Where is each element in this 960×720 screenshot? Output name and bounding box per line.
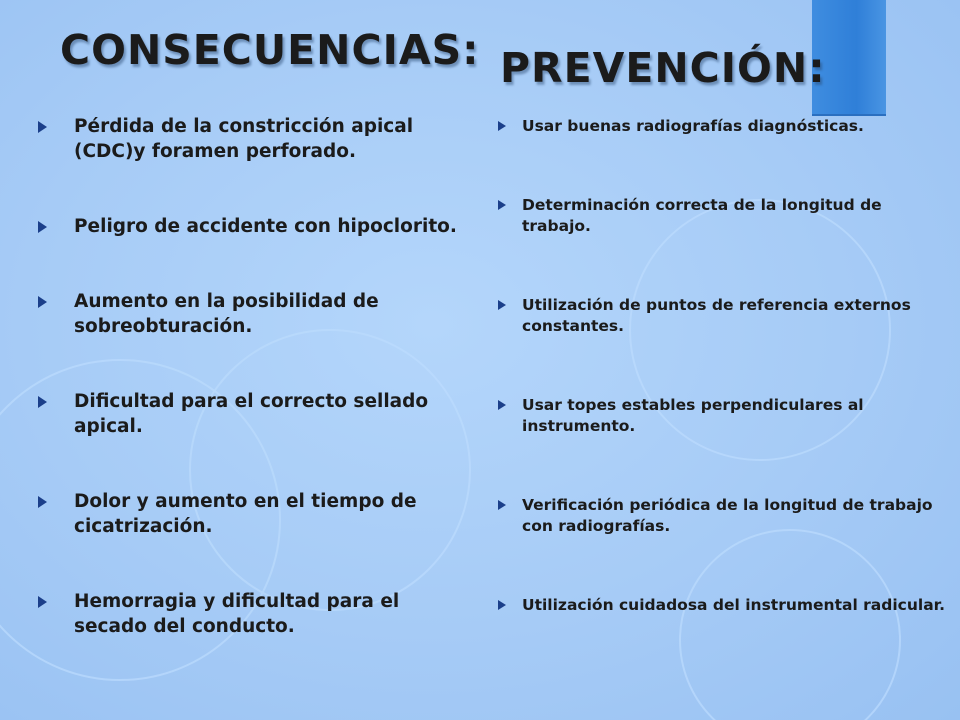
- list-item: [498, 495, 948, 537]
- triangle-right-icon: [38, 221, 47, 233]
- list-item-text: Verificación periódica de la longitud de trabajo con radiografías.: [522, 496, 933, 535]
- prevencion-title: PREVENCIÓN:: [500, 44, 826, 92]
- triangle-right-icon: [498, 500, 506, 510]
- list-item-text: Usar topes estables perpendiculares al instrumento.: [522, 396, 864, 435]
- list-item: [38, 214, 468, 239]
- prevencion-list: [498, 116, 948, 674]
- triangle-right-icon: [38, 396, 47, 408]
- list-item-text: Utilización de puntos de referencia externos constantes.: [522, 296, 911, 335]
- list-item: [498, 595, 948, 616]
- triangle-right-icon: [498, 400, 506, 410]
- list-item-text: Hemorragia y dificultad para el secado del conducto.: [74, 591, 400, 637]
- list-item: [498, 116, 948, 137]
- triangle-right-icon: [38, 296, 47, 308]
- list-item-text: Usar buenas radiografías diagnósticas.: [522, 117, 864, 135]
- list-item-text: Peligro de accidente con hipoclorito.: [74, 216, 457, 237]
- list-item: [38, 489, 468, 539]
- triangle-right-icon: [498, 121, 506, 131]
- triangle-right-icon: [498, 200, 506, 210]
- list-item: [38, 589, 468, 639]
- triangle-right-icon: [498, 300, 506, 310]
- list-item: [38, 289, 468, 339]
- list-item: [38, 114, 468, 164]
- list-item-text: Utilización cuidadosa del instrumental radicular.: [522, 596, 945, 614]
- list-item: [38, 389, 468, 439]
- list-item: [498, 195, 948, 237]
- triangle-right-icon: [38, 121, 47, 133]
- list-item-text: Pérdida de la constricción apical (CDC)y foramen perforado.: [74, 116, 414, 162]
- consecuencias-list: [38, 114, 468, 689]
- consecuencias-title: CONSECUENCIAS:: [60, 26, 480, 74]
- list-item: [498, 295, 948, 337]
- list-item-text: Dificultad para el correcto sellado apical.: [74, 391, 429, 437]
- triangle-right-icon: [498, 600, 506, 610]
- list-item: [498, 395, 948, 437]
- triangle-right-icon: [38, 496, 47, 508]
- list-item-text: Determinación correcta de la longitud de trabajo.: [522, 196, 882, 235]
- list-item-text: Aumento en la posibilidad de sobreobturación.: [74, 291, 379, 337]
- list-item-text: Dolor y aumento en el tiempo de cicatrización.: [74, 491, 417, 537]
- triangle-right-icon: [38, 596, 47, 608]
